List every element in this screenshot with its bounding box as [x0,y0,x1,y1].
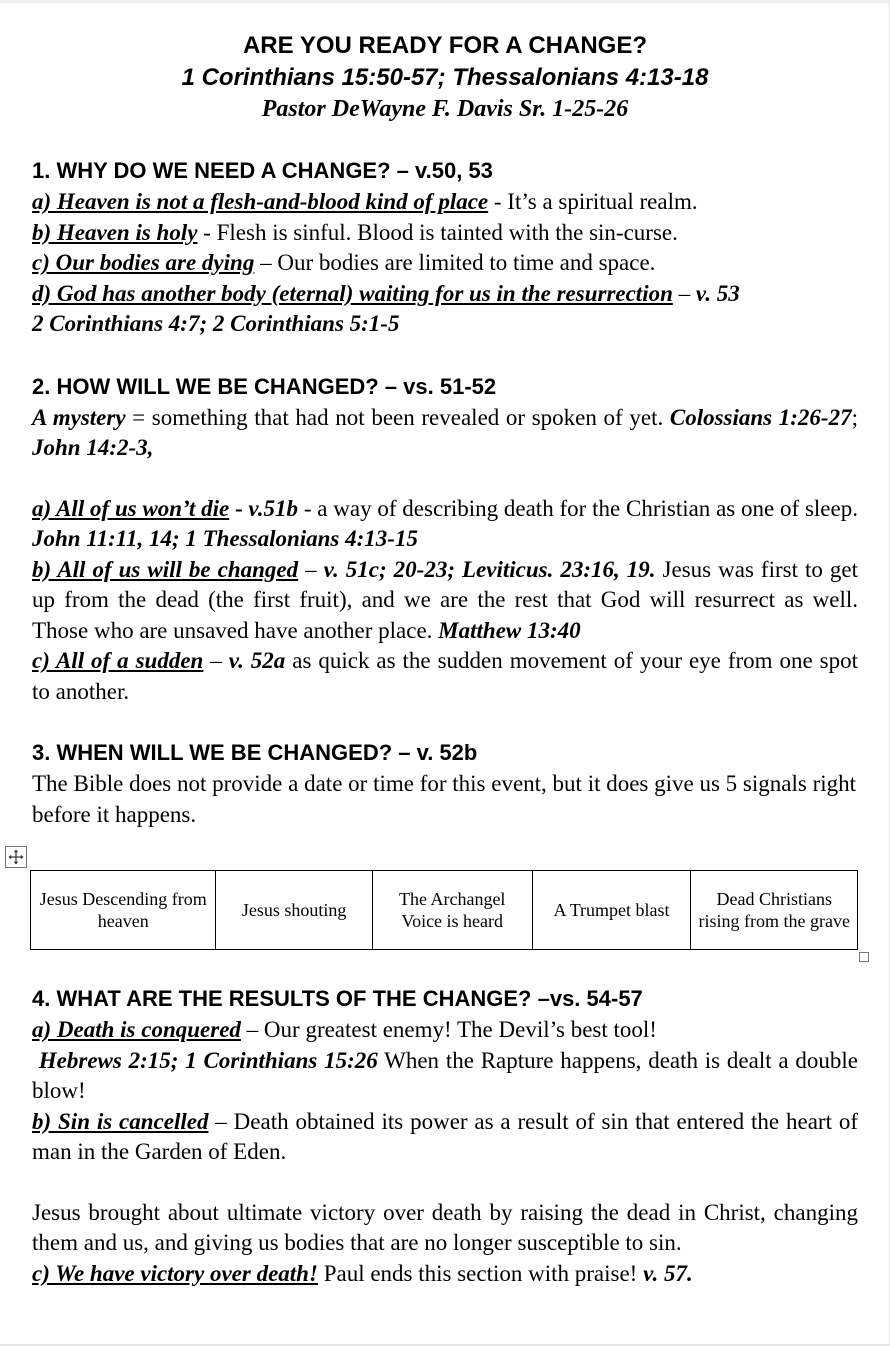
section-2-heading: 2. HOW WILL WE BE CHANGED? – vs. 51-52 [32,373,497,399]
signal-cell: The Archangel Voice is heard [372,871,532,950]
point-label: a) All of us won’t die [32,495,230,521]
mystery-refs-2: John 14:2-3, [32,435,154,460]
point-text: Jesus was first to get up from the dead (the first fruit), and we are the rest that God will resurrect as well. Those who are unsaved have another place. [32,556,858,643]
point-text: When the Rapture happens, death is dealt a double blow! [32,1047,858,1103]
table-row [31,871,858,950]
spacer [32,464,858,494]
verse-ref: v. 52a [228,648,286,673]
point-separator: – [672,280,696,306]
move-arrows-icon [8,849,24,865]
section-2-point-c [32,646,858,707]
section-1-heading: 1. WHY DO WE NEED A CHANGE? – v.50, 53 [32,158,493,183]
point-text: - a way of describing death for the Christian as one of sleep. [298,495,858,521]
section-4 [32,983,858,1289]
signals-table [30,870,858,950]
signal-cell: Jesus Descending from heaven [31,871,216,950]
section-4-point-c [32,1259,858,1290]
verse-ref: v. 51c; 20-23; Leviticus. 23:16, 19. [323,556,656,582]
section-1-point-d [32,279,858,310]
section-1-point-b [32,218,858,249]
verse-ref: v.51b [248,495,299,521]
point-label: c) Our bodies are dying [32,250,255,275]
point-text: - It’s a spiritual realm. [488,189,698,214]
scripture-reference: 1 Corinthians 15:50-57; Thessalonians 4:13-18 [181,64,709,91]
spacer [32,124,858,155]
section-1-point-a [32,187,858,218]
signal-cell: Dead Christians rising from the grave [691,871,858,950]
victory-paragraph: Jesus brought about ultimate victory over death by raising the dead in Christ, changing them and us, and giving us bodies that are no longer susceptible to sin. [32,1199,858,1255]
point-text: Paul ends this section with praise! [317,1260,644,1286]
section-4-point-a [32,1015,858,1046]
section-1-point-c [32,248,858,279]
point-label: d) God has another body (eternal) waiting for us in the resurrection [32,280,673,306]
verse-ref: v. 53 [695,280,740,306]
section-2-point-b [32,555,858,647]
point-refs: John 11:11, 14; 1 Thessalonians 4:13-15 [32,526,418,551]
spacer [32,340,858,371]
mystery-text: = something that had not been revealed or spoken of yet. [125,404,670,430]
point-text: – Death obtained its power as a result of sin that entered the heart of man in the Garden of Eden. [32,1108,858,1164]
point-label: c) We have victory over death! [32,1260,318,1286]
section-1-refs: 2 Corinthians 4:7; 2 Corinthians 5:1-5 [32,311,400,336]
pastor-line: Pastor DeWayne F. Davis Sr. 1-25-26 [261,96,629,122]
point-label: a) Heaven is not a flesh-and-blood kind of place [32,189,489,214]
point-separator: – [298,556,324,582]
mystery-term: A mystery [32,404,126,430]
section-4-point-a-detail [32,1046,858,1107]
mystery-refs: Colossians 1:26-27 [669,404,852,430]
mystery-definition [32,403,858,464]
section-4-point-b [32,1107,858,1168]
point-label: b) Sin is cancelled [32,1108,209,1134]
signal-cell: A Trumpet blast [532,871,691,950]
section-3-heading: 3. WHEN WILL WE BE CHANGED? – v. 52b [32,740,478,765]
point-label: b) Heaven is holy [32,219,198,245]
point-separator: - [229,495,249,521]
point-refs: Hebrews 2:15; 1 Corinthians 15:26 [38,1047,378,1073]
point-text: as quick as the sudden movement of your eye from one spot to another. [32,648,858,704]
point-label: c) All of a sudden [32,648,204,673]
page-title: ARE YOU READY FOR A CHANGE? [242,32,648,59]
section-2-point-a [32,494,858,555]
document-page [32,30,858,830]
point-label: b) All of us will be changed [32,556,299,582]
signal-cell: Jesus shouting [216,871,372,950]
table-move-handle[interactable] [5,846,27,868]
point-text: - Flesh is sinful. Blood is tainted with the sin-curse. [197,219,678,245]
point-separator: – [203,648,229,673]
table-resize-handle[interactable] [859,952,869,962]
spacer [32,707,858,737]
section-3-text: The Bible does not provide a date or time for this event, but it does give us 5 signals right before it happens. [32,771,857,827]
point-text: – Our greatest enemy! The Devil’s best tool! [240,1017,657,1042]
point-text: – Our bodies are limited to time and space. [254,250,656,275]
verse-ref: v. 57. [643,1260,693,1286]
top-border [0,0,890,3]
point-label: a) Death is conquered [32,1017,241,1042]
section-4-heading: 4. WHAT ARE THE RESULTS OF THE CHANGE? –vs. 54-57 [32,986,643,1011]
spacer [32,1168,858,1198]
point-refs: Matthew 13:40 [438,617,581,643]
ref-separator: ; [851,404,858,430]
